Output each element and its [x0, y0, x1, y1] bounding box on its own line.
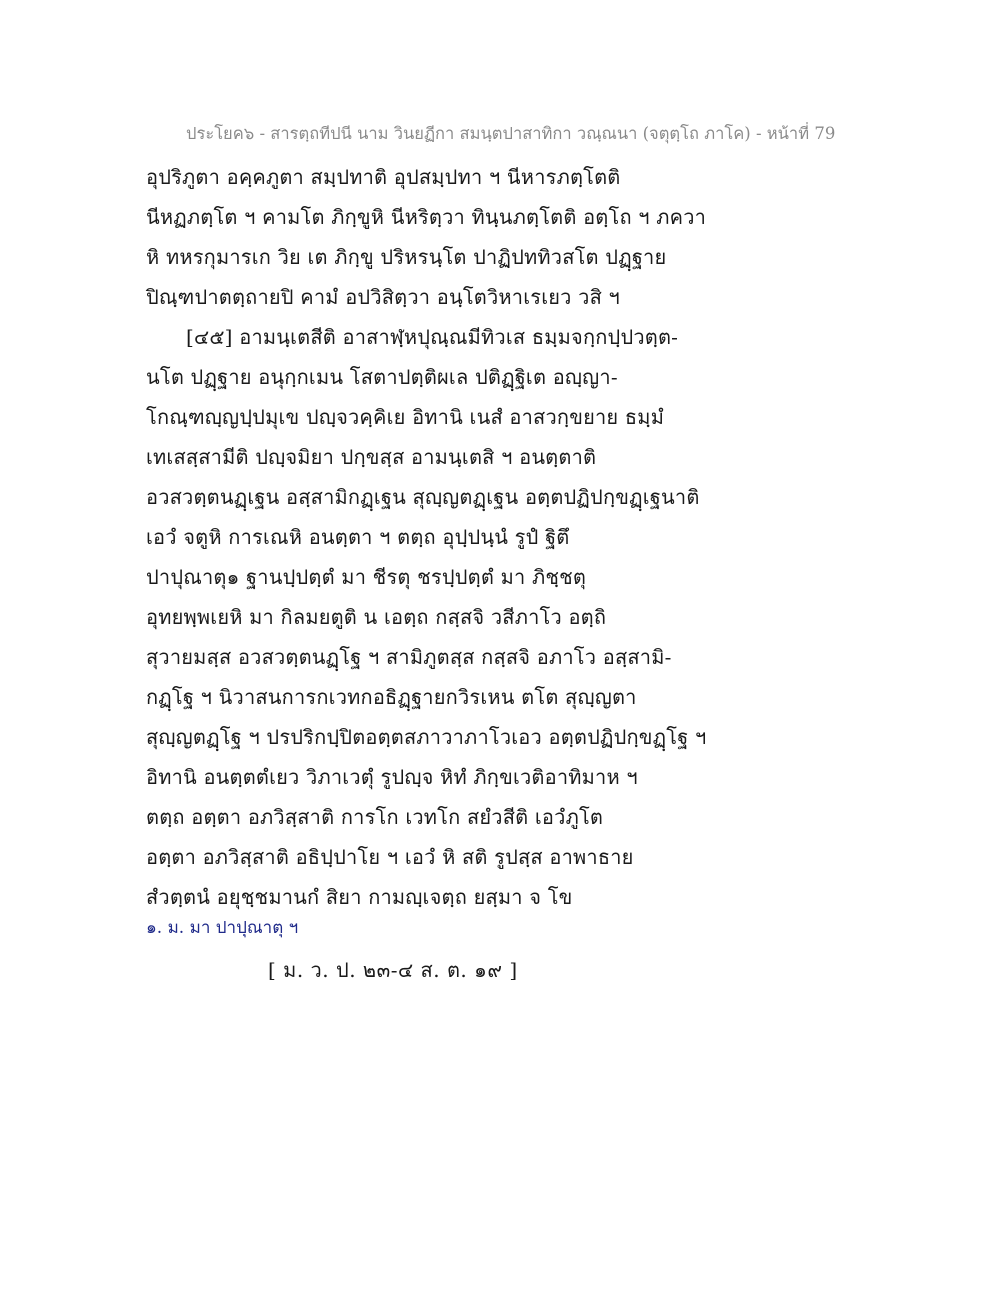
- text-line: ปิณฺฑปาตตฺถายปิ คามํ อปวิสิตฺวา อนฺโตวิหาเรเยว วสิ ฯ: [146, 285, 620, 309]
- text-line: [๔๕] อามนฺเตสีติ อาสาฬฺหปุณฺณมีทิวเส ธมฺมจกฺกปฺปวตฺต-: [186, 325, 679, 349]
- paragraph: [146, 157, 706, 317]
- text-line: อวสวตฺตนฏฺเฐน อสฺสามิกฏฺเฐน สุญฺญตฏฺเฐน อตฺตปฏิปกฺขฏฺเฐนาติ: [146, 485, 700, 509]
- main-text: [146, 157, 706, 917]
- text-line: โกณฺฑญฺญปฺปมุเข ปญฺจวคฺคิเย อิทานิ เนสํ อาสวกฺขยาย ธมฺมํ: [146, 405, 665, 429]
- text-line: หิ ทหรกุมารเก วิย เต ภิกฺขู ปริหรนฺโต ปาฏิปททิวสโต ปฏฺฐาย: [146, 245, 667, 269]
- text-line: อตฺตา อภวิสฺสาติ อธิปฺปาโย ฯ เอวํ หิ สติ รูปสฺส อาพาธาย: [146, 845, 634, 869]
- text-line: ตตฺถ อตฺตา อภวิสฺสาติ การโก เวทโก สยํวสีติ เอวํภูโต: [146, 805, 604, 829]
- text-line: อุปริภูตา อคฺคภูตา สมฺปทาติ อุปสมฺปทา ฯ นีหารภตฺโตติ: [146, 165, 621, 189]
- page-header: ประโยค๖ - สารตฺถทีปนี นาม วินยฏีกา สมนฺตปาสาทิกา วณฺณนา (จตุตฺโถ ภาโค) - หน้าที่ 79: [186, 124, 836, 143]
- text-line: เอวํ จตูหิ การเณหิ อนตฺตา ฯ ตตฺถ อุปฺปนฺนํ รูปํ ฐิตึ: [146, 525, 570, 549]
- text-line: นโต ปฏฺฐาย อนุกฺกเมน โสตาปตฺติผเล ปติฏฺฐิเต อญฺญา-: [146, 365, 618, 389]
- footnote: ๑. ม. มา ปาปุณาตุ ฯ: [146, 918, 299, 938]
- text-line: สํวตฺตนํ อยุชฺชมานกํ สิยา กามญฺเจตฺถ ยสฺมา จ โข: [146, 885, 573, 909]
- page-reference: [ ม. ว. ป. ๒๓-๔ ส. ต. ๑๙ ]: [268, 958, 518, 982]
- text-line: อุทยพฺพเยหิ มา กิลมยตูติ น เอตฺถ กสฺสจิ วสีภาโว อตฺถิ: [146, 605, 607, 629]
- text-line: ปาปุณาตุ๑ ฐานปฺปตฺตํ มา ชีรตุ ชรปฺปตฺตํ มา ภิชฺชตุ: [146, 565, 587, 589]
- text-line: เทเสสฺสามีติ ปญฺจมิยา ปกฺขสฺส อามนฺเตสิ ฯ อนตฺตาติ: [146, 445, 597, 469]
- text-line: สุญฺญตฏฺโฐ ฯ ปรปริกปฺปิตอตฺตสภาวาภาโวเอว อตฺตปฏิปกฺขฏฺโฐ ฯ: [146, 725, 707, 749]
- text-line: อิทานิ อนตฺตตํเยว วิภาเวตุํ รูปญฺจ หิทํ ภิกฺขเวติอาทิมาห ฯ: [146, 765, 638, 789]
- text-line: นีหฏภตฺโต ฯ คามโต ภิกฺขูหิ นีหริตฺวา ทินฺนภตฺโตติ อตฺโถ ฯ ภควา: [146, 205, 707, 229]
- paragraph: [146, 317, 706, 917]
- text-line: สุวายมสฺส อวสวตฺตนฏฺโฐ ฯ สามิภูตสฺส กสฺสจิ อภาโว อสฺสามิ-: [146, 645, 672, 669]
- text-line: กฏฺโฐ ฯ นิวาสนการกเวทกอธิฏฺฐายกวิรเหน ตโต สุญฺญตา: [146, 685, 637, 709]
